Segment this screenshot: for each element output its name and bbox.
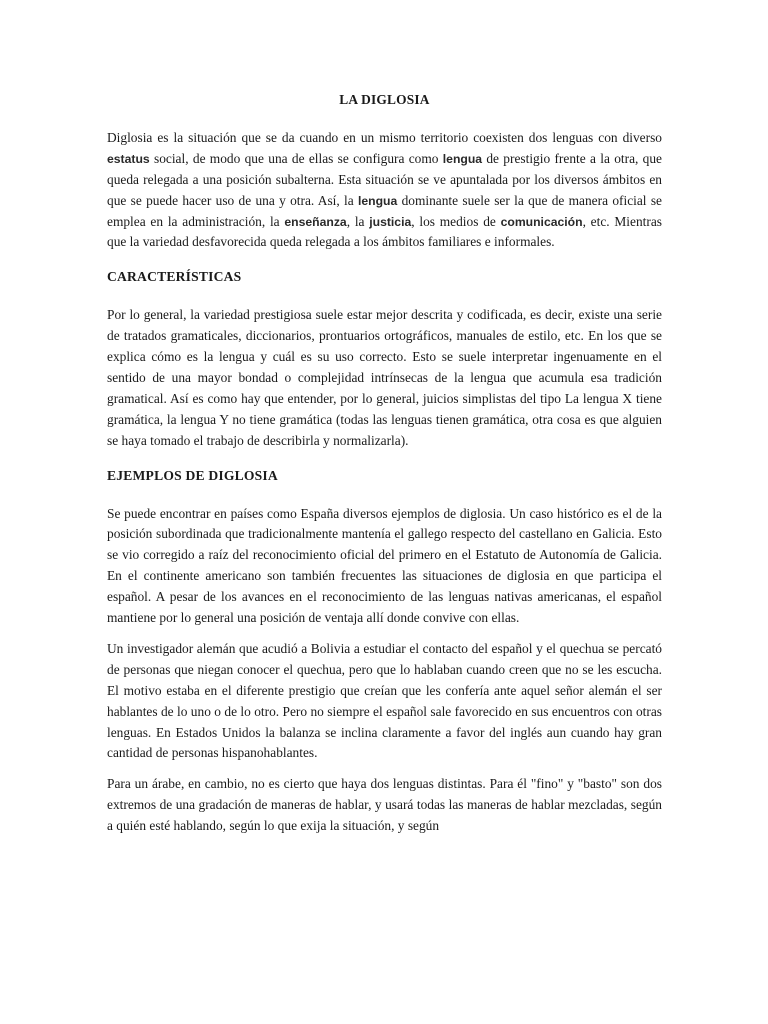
paragraph-ejemplos-2: Un investigador alemán que acudió a Bolivia a estudiar el contacto del español y el quechua se percató de personas que niegan conocer el quechua, pero que lo hablaban cuando creen que no se les escucha. El motivo estaba en el diferente prestigio que creían que les confería ante aquel señor alemán el ser hablantes de lo uno o de lo otro. Pero no siempre el español sale favorecido en sus encuentros con otras lenguas. En Estados Unidos la balanza se inclina claramente a favor del inglés aun cuando hay gran cantidad de personas hispanohablantes.: [107, 640, 662, 761]
paragraph-ejemplos-1: Se puede encontrar en países como España diversos ejemplos de diglosia. Un caso histórico es el de la posición subordinada que tradicionalmente mantenía el gallego respecto del castellano en Galicia. Esto se vio corregido a raíz del reconocimiento oficial del primero en el Estatuto de Autonomía de Galicia. En el continente americano son también frecuentes las situaciones de diglosia en que participa el español. A pesar de los avances en el reconocimiento de las lenguas nativas americanas, el español mantiene por lo general una posición de ventaja allí donde convive con ellas.: [107, 505, 662, 626]
link-lengua[interactable]: lengua: [358, 193, 398, 208]
document-body: [107, 90, 662, 847]
link-ensenanza[interactable]: enseñanza: [284, 214, 347, 229]
intro-text: Diglosia es la situación que se da cuando en un mismo territorio coexisten dos lenguas con diverso: [107, 129, 662, 145]
intro-text: , etc. Mientras que la variedad desfavorecida queda relegada a los ámbitos familiares e informales.: [107, 213, 662, 250]
section-heading-caracteristicas: CARACTERÍSTICAS: [107, 269, 242, 285]
intro-text: dominante suele ser la que de manera oficial se emplea en la administración, la: [107, 192, 662, 229]
intro-text: , los medios de: [411, 213, 501, 229]
intro-paragraph: [107, 128, 662, 253]
link-comunicacion[interactable]: comunicación: [500, 214, 583, 229]
section-heading-ejemplos: EJEMPLOS DE DIGLOSIA: [107, 467, 278, 483]
intro-text: de prestigio frente a la otra, que queda relegada a una posición subalterna. Esta situación se ve apuntalada por los diversos ámbitos en que se puede hacer uso de una y otra. Así, la: [107, 150, 662, 208]
paragraph-caracteristicas: Por lo general, la variedad prestigiosa suele estar mejor descrita y codificada, es decir, existe una serie de tratados gramaticales, diccionarios, prontuarios ortográficos, manuales de estilo, etc. En los que se explica cómo es la lengua y cuál es su uso correcto. Esto se suele interpretar ingenuamente en el sentido de una mayor bondad o complejidad intrínsecas de la lengua que acumula esa tradición gramatical. Así es como hay que entender, por lo general, juicios simplistas del tipo La lengua X tiene gramática, la lengua Y no tiene gramática (todas las lenguas tienen gramática, otra cosa es que alguien se haya tomado el trabajo de describirla y normalizarla).: [107, 307, 662, 448]
document-title: LA DIGLOSIA: [339, 92, 430, 107]
paragraph-ejemplos-3: Para un árabe, en cambio, no es cierto que haya dos lenguas distintas. Para él "fino" y "basto" son dos extremos de una gradación de maneras de hablar, y usará todas las maneras de hablar mezcladas, según a quién esté hablando, según lo que exija la situación, y según: [107, 776, 662, 834]
link-justicia[interactable]: justicia: [369, 214, 412, 229]
intro-text: , la: [346, 213, 370, 229]
link-estatus[interactable]: estatus: [107, 151, 150, 166]
link-lengua[interactable]: lengua: [442, 151, 483, 166]
intro-text: social, de modo que una de ellas se configura como: [149, 150, 443, 166]
